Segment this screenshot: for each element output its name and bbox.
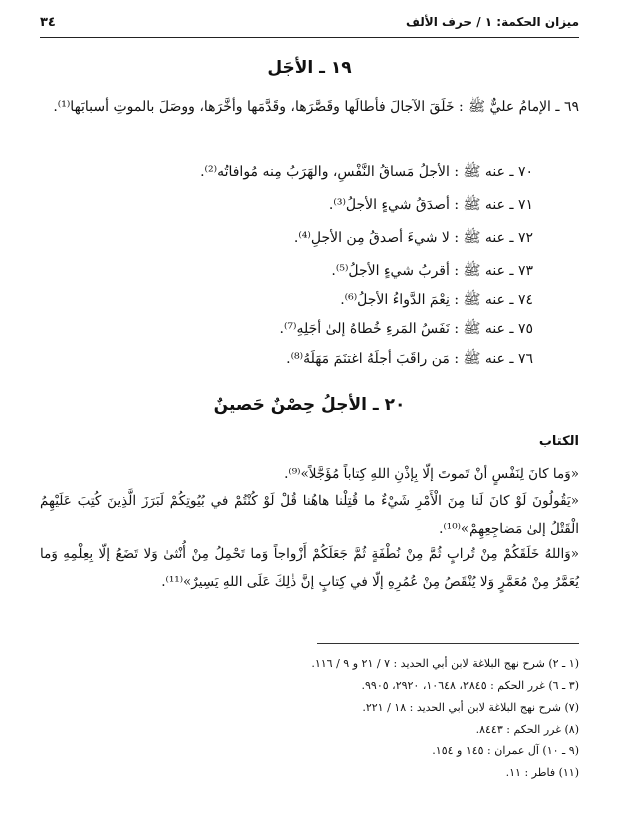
footnote-2: (٣ ـ ٦) غرر الحكم : ٢٨٤٥، ١٠٦٤٨، ٢٩٢٠، ٩٩٠٥. <box>361 679 579 692</box>
footnote-3: (٧) شرح نهج البلاغة لابن أبي الحديد : ١٨ / ٢٢١. <box>362 701 579 714</box>
footnote-4: (٨) غرر الحكم : ٨٤٤٣. <box>475 723 579 736</box>
footnote-5: (٩ ـ ١٠) آل عمران : ١٤٥ و ١٥٤. <box>432 744 579 757</box>
section-20-title: ٢٠ ـ الأجلُ حِصْنٌ حَصينٌ <box>213 395 406 415</box>
footnote-separator <box>317 643 579 644</box>
hadith-75: ٧٥ ـ عنه ﷺ : نَفَسُ المَرءِ خُطاهُ إلىٰ أجَلِهِ⁽⁷⁾. <box>279 321 533 337</box>
running-header <box>40 15 579 38</box>
footnote-1: (١ ـ ٢) شرح نهج البلاغة لابن أبي الحديد : ٧ / ٢١ و ٩ / ١١٦. <box>311 657 579 670</box>
hadith-69: ٦٩ ـ الإمامُ عليٌّ ﷺ : خَلَقَ الآجالَ فأطالَها وقَصَّرَها، وقَدَّمَها وأخَّرَها، ووصَلَ بالموتِ أسبابَها⁽¹⁾. <box>53 99 579 115</box>
hadith-74: ٧٤ ـ عنه ﷺ : نِعْمَ الدَّواءُ الأجلُ⁽⁶⁾. <box>340 292 533 308</box>
quran-verse-3: «وَاللهُ خَلَقَكُمْ مِنْ تُرابٍ ثُمَّ مِنْ نُطْفَةٍ ثُمَّ جَعَلَكُمْ أَزْواجاً وَما تَحْمِلُ مِنْ أُنْثىٰ وَلا تَضَعُ إلّا بِعِلْمِهِ وَما يُعَمَّرُ مِنْ مُعَمَّرٍ وَلا يُنْقَصُ مِنْ عُمُرِهِ إلّا في كِتابٍ إنَّ ذٰلِكَ عَلَى اللهِ يَسِيرٌ»⁽¹¹⁾. <box>40 546 579 590</box>
hadith-70: ٧٠ ـ عنه ﷺ : الأجلُ مَساقُ النَّفْسِ، والهَرَبُ مِنه مُوافاتُه⁽²⁾. <box>200 164 533 180</box>
hadith-71: ٧١ ـ عنه ﷺ : أصدَقُ شيءٍ الأجلُ⁽³⁾. <box>328 197 533 213</box>
quran-verse-2: «يَقُولُونَ لَوْ كانَ لَنا مِنَ الْأَمْرِ شَيْءٌ ما قُتِلْنا هاهُنا قُلْ لَوْ كُنْتُمْ في بُيُوتِكُمْ لَبَرَزَ الَّذِينَ كُتِبَ عَلَيْهِمُ الْقَتْلُ إلىٰ مَضاجِعِهِمْ»⁽¹⁰⁾. <box>40 493 579 537</box>
hadith-72: ٧٢ ـ عنه ﷺ : لا شيءَ أصدقُ مِن الأجلِ⁽⁴⁾. <box>293 230 533 246</box>
book-label: الكتاب <box>538 434 579 449</box>
hadith-76: ٧٦ ـ عنه ﷺ : مَن راقَبَ أجلَهُ اغتنَمَ مَهَلَهُ⁽⁸⁾. <box>286 351 533 367</box>
header-title: ميزان الحكمة: ١ / حرف الألف <box>405 15 579 29</box>
footnote-6: (١١) فاطر : ١١. <box>505 766 579 779</box>
quran-verse-1: «وَما كانَ لِنَفْسٍ أنْ تَموتَ إلّا بِإذْنِ اللهِ كِتاباً مُؤَجَّلاً»⁽⁹⁾. <box>284 466 579 482</box>
section-19-title: ١٩ ـ الأجَل <box>267 58 352 78</box>
page-number: ٣٤ <box>40 15 56 30</box>
hadith-73: ٧٣ ـ عنه ﷺ : أقربُ شيءٍ الأجلُ⁽⁵⁾. <box>331 263 533 279</box>
